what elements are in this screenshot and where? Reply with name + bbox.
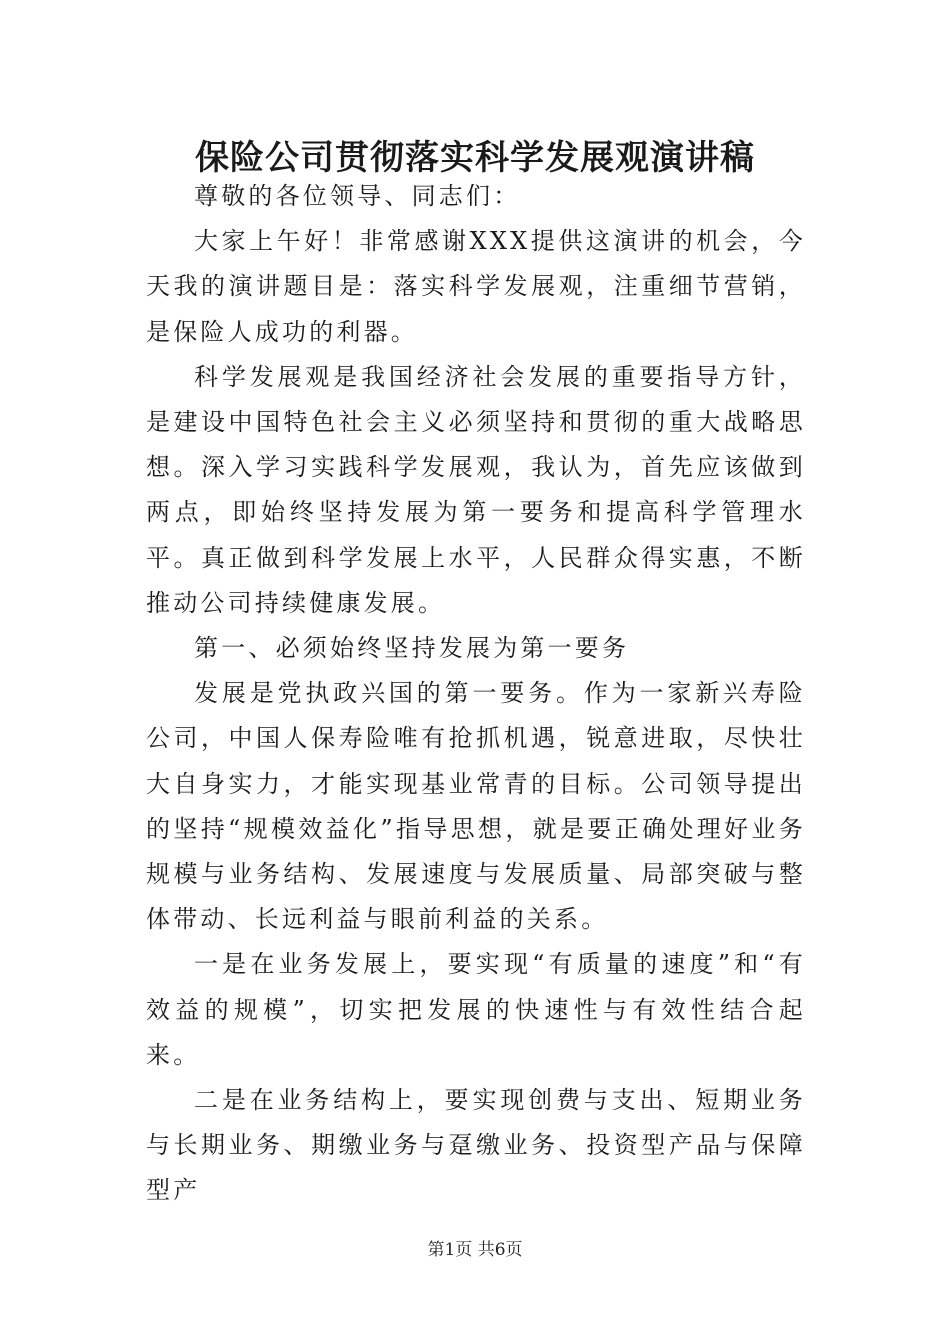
body-paragraph: 一是在业务发展上，要实现“有质量的速度”和“有效益的规模”，切实把发展的快速性与有效性结合起来。 bbox=[146, 950, 806, 1069]
document-body bbox=[146, 174, 806, 1214]
body-paragraph: 发展是党执政兴国的第一要务。作为一家新兴寿险公司，中国人保寿险唯有抢抓机遇，锐意进取，尽快壮大自身实力，才能实现基业常青的目标。公司领导提出的坚持“规模效益化”指导思想，就是要正确处理好业务规模与业务结构、发展速度与发展质量、局部突破与整体带动、长远利益与眼前利益的关系。 bbox=[146, 679, 806, 934]
body-paragraph: 科学发展观是我国经济社会发展的重要指导方针，是建设中国特色社会主义必须坚持和贯彻的重大战略思想。深入学习实践科学发展观，我认为，首先应该做到两点，即始终坚持发展为第一要务和提高科学管理水平。真正做到科学发展上水平，人民群众得实惠，不断推动公司持续健康发展。 bbox=[146, 362, 806, 617]
document-title: 保险公司贯彻落实科学发展观演讲稿 bbox=[195, 138, 755, 178]
section-heading: 第一、必须始终坚持发展为第一要务 bbox=[194, 634, 630, 663]
salutation-paragraph: 尊敬的各位领导、同志们： bbox=[194, 182, 521, 210]
body-paragraph: 二是在业务结构上，要实现创费与支出、短期业务与长期业务、期缴业务与趸缴业务、投资型产品与保障型产 bbox=[146, 1086, 806, 1205]
opening-paragraph: 大家上午好！非常感谢XXX提供这演讲的机会，今天我的演讲题目是：落实科学发展观，注重细节营销，是保险人成功的利器。 bbox=[146, 227, 806, 346]
page-number: 第1页 共6页 bbox=[427, 1240, 523, 1260]
